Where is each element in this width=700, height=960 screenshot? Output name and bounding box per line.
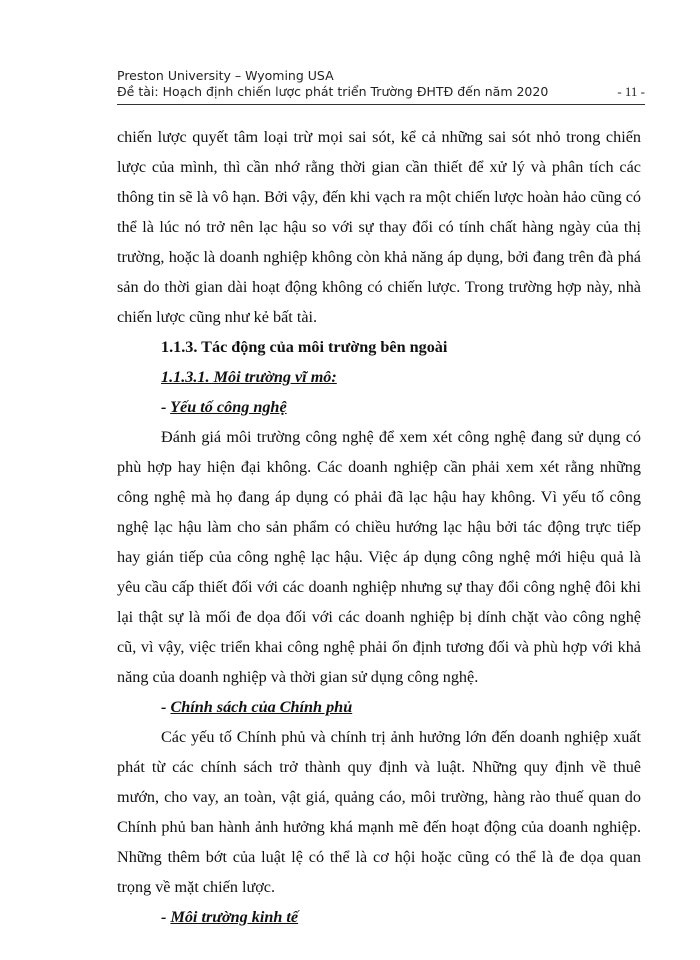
- factor-heading-economy: [117, 902, 641, 932]
- header-topic: Đề tài: Hoạch định chiến lược phát triển Trường ĐHTĐ đến năm 2020: [117, 84, 549, 99]
- factor-dash: -: [161, 698, 171, 716]
- document-body: [117, 122, 641, 932]
- page-number: - 11 -: [617, 84, 645, 99]
- header-university: Preston University – Wyoming USA: [117, 68, 334, 83]
- factor-heading-technology: [117, 392, 641, 422]
- factor-dash: -: [161, 398, 171, 416]
- page-header: [117, 68, 645, 100]
- factor-heading-government: [117, 692, 641, 722]
- factor-label: Yếu tố công nghệ: [170, 398, 287, 416]
- factor-dash: -: [161, 908, 171, 926]
- header-divider: [117, 104, 645, 105]
- paragraph-technology: Đánh giá môi trường công nghệ để xem xét công nghệ đang sử dụng có phù hợp hay hiện đại không. Các doanh nghiệp cần phải xem xét rằng những công nghệ mà họ đang áp dụng có phải đã lạc hậu hay không. Vì yếu tố công nghệ lạc hậu làm cho sản phẩm có chiều hướng lạc hậu bởi tác động trực tiếp hay gián tiếp của công nghệ lạc hậu. Việc áp dụng công nghệ mới hiệu quả là yêu cầu cấp thiết đối với các doanh nghiệp nhưng sự thay đổi công nghệ đôi khi lại thật sự là mối đe dọa đối với các doanh nghiệp bị dính chặt vào công nghệ cũ, vì vậy, việc triển khai công nghệ phải ổn định tương đối và phù hợp với khả năng của doanh nghiệp và thời gian sử dụng công nghệ.: [117, 428, 641, 686]
- factor-label: Chính sách của Chính phủ: [170, 698, 353, 716]
- paragraph-continuation: chiến lược quyết tâm loại trừ mọi sai sót, kể cả những sai sót nhỏ trong chiến lược của mình, thì cần nhớ rằng thời gian cần thiết để xử lý và phân tích các thông tin sẽ là vô hạn. Bởi vậy, đến khi vạch ra một chiến lược hoàn hảo cũng có thể là lúc nó trở nên lạc hậu so với sự thay đổi có tính chất hàng ngày của thị trường, hoặc là doanh nghiệp không còn khả năng áp dụng, bởi đang trên đà phá sản do thời gian dài hoạt động không có chiến lược. Trong trường hợp này, nhà chiến lược cũng như kẻ bất tài.: [117, 128, 641, 326]
- paragraph-government: Các yếu tố Chính phủ và chính trị ảnh hưởng lớn đến doanh nghiệp xuất phát từ các chính sách trở thành quy định và luật. Những quy định về thuê mướn, cho vay, an toàn, vật giá, quảng cáo, môi trường, hàng rào thuế quan do Chính phủ ban hành ảnh hưởng khá mạnh mẽ đến hoạt động của doanh nghiệp. Những thêm bớt của luật lệ có thể là cơ hội hoặc cũng có thể là đe dọa quan trọng về mặt chiến lược.: [117, 728, 641, 896]
- subsection-heading: 1.1.3.1. Môi trường vĩ mô:: [161, 368, 337, 386]
- section-heading: 1.1.3. Tác động của môi trường bên ngoài: [161, 338, 448, 356]
- factor-label: Môi trường kinh tế: [170, 908, 299, 926]
